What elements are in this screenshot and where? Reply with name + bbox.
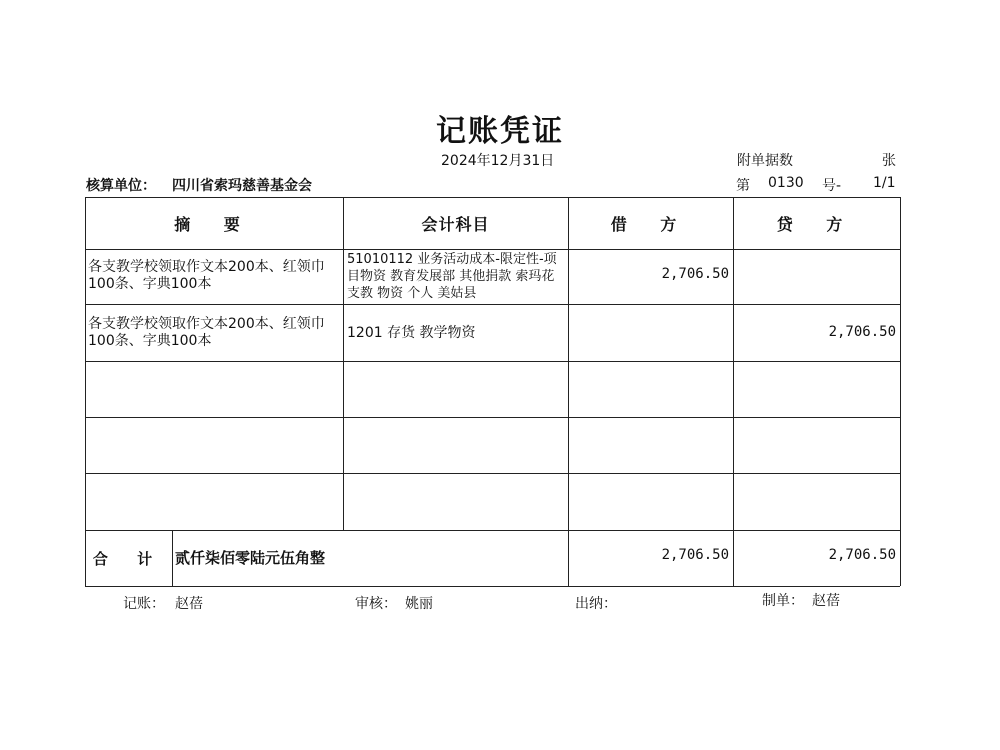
row-divider — [85, 473, 900, 474]
header-divider — [85, 249, 900, 250]
reviewer-name: 姚丽 — [405, 596, 433, 612]
bookkeeper-label: 记账： — [123, 596, 165, 612]
row-divider — [85, 304, 900, 305]
table-border-left — [85, 197, 86, 586]
row-divider — [85, 361, 900, 362]
voucher-date: 2024年12月31日 — [441, 153, 555, 169]
accounting-unit-label: 核算单位： — [86, 178, 156, 194]
voucher-page: 1/1 — [873, 175, 896, 191]
table-border-right — [900, 197, 901, 586]
voucher-number-label: 第 — [736, 178, 750, 194]
reviewer-label: 审核： — [355, 596, 397, 612]
preparer-name: 赵蓓 — [812, 593, 840, 609]
row1-summary: 各支教学校领取作文本200本、红领巾100条、字典100本 — [88, 259, 325, 292]
preparer-label: 制单： — [762, 593, 804, 609]
row-divider — [85, 417, 900, 418]
voucher-title: 记账凭证 — [436, 114, 564, 149]
accounting-unit-name: 四川省索玛慈善基金会 — [172, 178, 312, 194]
row1-account: 51010112 业务活动成本-限定性-项目物资 教育发展部 其他捐款 索玛花支教 物资 个人 美姑县 — [347, 252, 557, 301]
attachments-label: 附单据数 — [737, 153, 793, 169]
row2-credit: 2,706.50 — [828, 324, 896, 340]
header-summary: 摘 要 — [174, 214, 254, 234]
voucher-number-suffix: 号- — [822, 178, 842, 194]
total-credit: 2,706.50 — [828, 547, 896, 563]
header-debit: 借 方 — [610, 214, 691, 234]
column-divider — [733, 197, 734, 586]
column-divider — [568, 197, 569, 586]
attachments-unit: 张 — [882, 153, 896, 169]
total-divider — [85, 530, 900, 531]
row2-summary: 各支教学校领取作文本200本、红领巾100条、字典100本 — [88, 316, 325, 349]
header-credit: 贷 方 — [776, 214, 857, 234]
bookkeeper-name: 赵蓓 — [175, 596, 203, 612]
total-amount-words: 贰仟柒佰零陆元伍角整 — [175, 549, 326, 567]
row1-debit: 2,706.50 — [661, 266, 729, 282]
table-border-bottom — [85, 586, 900, 587]
header-account: 会计科目 — [421, 214, 490, 234]
voucher-number: 0130 — [768, 175, 804, 191]
cashier-label: 出纳： — [575, 596, 617, 612]
column-divider-total — [172, 530, 173, 586]
total-label: 合 计 — [92, 549, 165, 568]
voucher-table — [85, 197, 900, 586]
total-debit: 2,706.50 — [661, 547, 729, 563]
row2-account: 1201 存货 教学物资 — [347, 325, 476, 341]
